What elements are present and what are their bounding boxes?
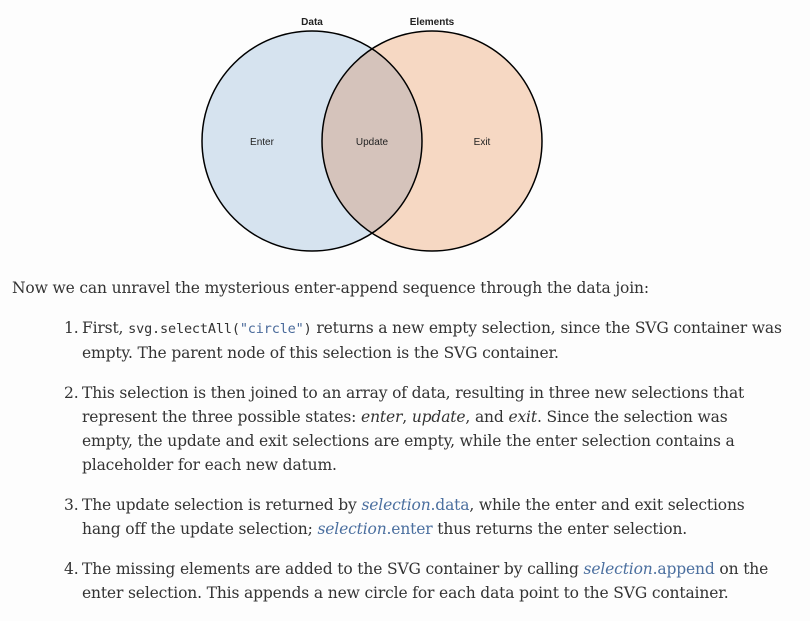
separator: , and bbox=[465, 408, 509, 426]
step-text: The update selection is returned by bbox=[82, 496, 362, 514]
code-call: svg.selectAll( bbox=[128, 321, 240, 337]
link-object: selection bbox=[583, 560, 653, 578]
code-string: "circle" bbox=[239, 321, 304, 337]
exit-label: Exit bbox=[473, 137, 491, 148]
link-method: .enter bbox=[386, 520, 433, 538]
step-text: . Since the selection was empty, the update and exit selections are empty, while the enter selection contains a placeholder for each new datum. bbox=[82, 408, 735, 474]
elements-header-label: Elements bbox=[409, 17, 455, 28]
step-number: 2. bbox=[64, 384, 79, 402]
enter-label: Enter bbox=[250, 137, 274, 148]
step-text: returns a new empty selection, since the SVG container was empty. The parent node of this selection is the SVG container. bbox=[82, 319, 782, 362]
step-text: First, bbox=[82, 319, 129, 337]
selection-data-link[interactable] bbox=[361, 496, 469, 514]
exit-term: exit bbox=[508, 408, 537, 426]
step-4 bbox=[64, 557, 782, 605]
steps-list bbox=[64, 316, 782, 621]
selection-enter-link[interactable] bbox=[317, 520, 432, 538]
step-text: The missing elements are added to the SVG container by calling bbox=[82, 560, 584, 578]
link-method: .data bbox=[430, 496, 470, 514]
data-header-label: Data bbox=[301, 17, 323, 28]
intro-paragraph: Now we can unravel the mysterious enter-append sequence through the data join: bbox=[12, 279, 649, 297]
step-text: This selection is then joined to an array of data, resulting in three new selections that represent the three possible states: bbox=[82, 384, 745, 426]
step-text: , while the enter and exit selections hang off the update selection; bbox=[82, 496, 745, 538]
data-join-venn-diagram bbox=[0, 0, 810, 262]
step-text: thus returns the enter selection. bbox=[432, 520, 688, 538]
selection-append-link[interactable] bbox=[584, 560, 715, 578]
update-term: update bbox=[411, 408, 466, 426]
select-all-code bbox=[128, 321, 312, 337]
step-2 bbox=[64, 381, 782, 477]
link-object: selection bbox=[317, 520, 387, 538]
update-label: Update bbox=[355, 137, 389, 148]
step-number: 3. bbox=[64, 496, 79, 514]
enter-term: enter bbox=[361, 408, 403, 426]
link-object: selection bbox=[361, 496, 431, 514]
separator: , bbox=[402, 408, 412, 426]
step-number: 4. bbox=[64, 560, 79, 578]
step-text: on the enter selection. This appends a new circle for each data point to the SVG container. bbox=[82, 560, 769, 602]
code-paren: ) bbox=[303, 321, 312, 337]
link-method: .append bbox=[652, 560, 715, 578]
step-1 bbox=[64, 316, 782, 365]
step-3 bbox=[64, 493, 782, 541]
step-number: 1. bbox=[64, 319, 79, 337]
